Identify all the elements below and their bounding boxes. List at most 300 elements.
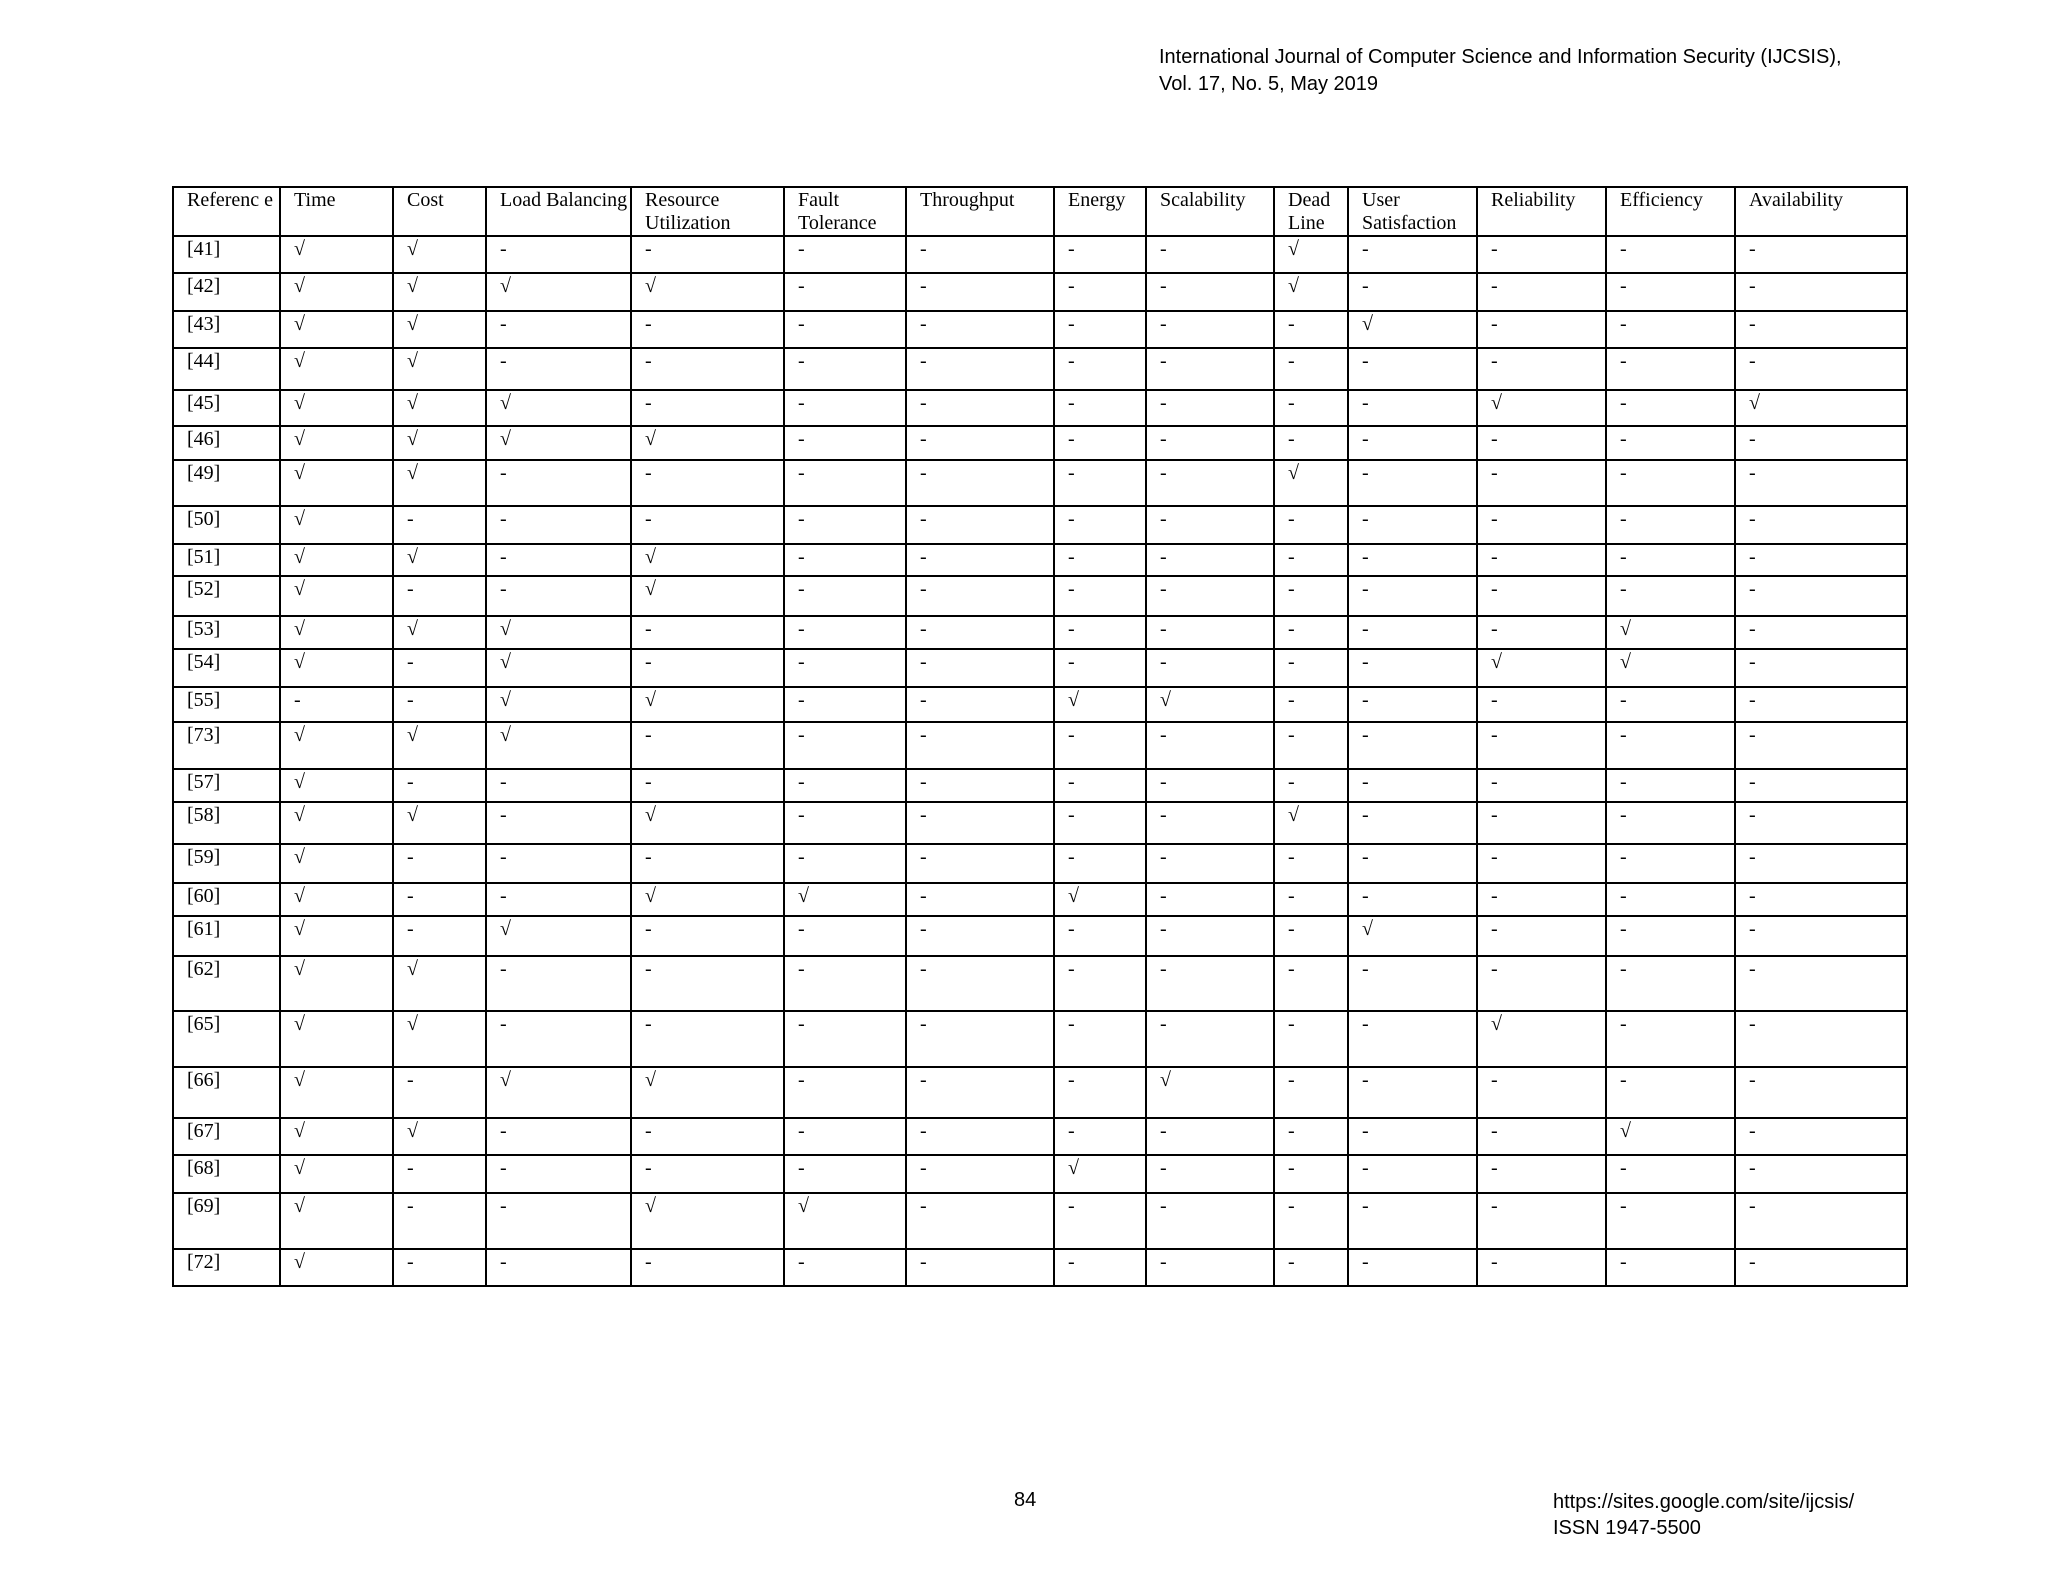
feature-cell: - — [1348, 236, 1477, 273]
feature-cell: - — [1606, 390, 1735, 426]
feature-cell: - — [1054, 1193, 1146, 1249]
feature-cell: - — [631, 1249, 784, 1286]
feature-cell: √ — [486, 649, 631, 687]
feature-cell: - — [1348, 576, 1477, 616]
feature-cell: √ — [280, 1011, 393, 1067]
feature-cell: - — [784, 390, 906, 426]
feature-cell: - — [1348, 956, 1477, 1011]
feature-cell: - — [1606, 687, 1735, 722]
comparison-table — [172, 186, 1908, 1287]
feature-cell: √ — [1274, 236, 1348, 273]
feature-cell: √ — [393, 802, 486, 844]
feature-cell: √ — [1477, 649, 1606, 687]
table-row — [173, 916, 1907, 956]
feature-cell: - — [1477, 956, 1606, 1011]
feature-cell: - — [906, 1011, 1054, 1067]
feature-cell: √ — [1274, 273, 1348, 311]
feature-cell: - — [631, 616, 784, 649]
feature-cell: √ — [393, 1011, 486, 1067]
feature-cell: - — [1348, 649, 1477, 687]
feature-cell: - — [1146, 649, 1274, 687]
feature-cell: √ — [486, 1067, 631, 1118]
feature-cell: - — [1274, 1011, 1348, 1067]
feature-cell: - — [1146, 236, 1274, 273]
feature-cell: - — [486, 544, 631, 576]
feature-cell: - — [1735, 802, 1907, 844]
feature-cell: - — [1146, 883, 1274, 916]
feature-cell: - — [1348, 1118, 1477, 1155]
feature-cell: - — [1735, 1155, 1907, 1193]
table-row — [173, 1249, 1907, 1286]
reference-cell: [66] — [173, 1067, 280, 1118]
feature-cell: - — [1146, 576, 1274, 616]
feature-cell: - — [906, 616, 1054, 649]
feature-cell: - — [631, 390, 784, 426]
feature-cell: - — [906, 649, 1054, 687]
feature-cell: - — [784, 506, 906, 544]
feature-cell: - — [631, 506, 784, 544]
feature-cell: √ — [1477, 390, 1606, 426]
feature-cell: - — [1477, 1067, 1606, 1118]
feature-cell: - — [1606, 956, 1735, 1011]
reference-cell: [41] — [173, 236, 280, 273]
reference-cell: [42] — [173, 273, 280, 311]
feature-cell: - — [906, 802, 1054, 844]
column-header: Availability — [1735, 187, 1907, 236]
column-header: Energy — [1054, 187, 1146, 236]
feature-cell: - — [1477, 506, 1606, 544]
feature-cell: - — [1146, 722, 1274, 769]
feature-cell: - — [486, 460, 631, 506]
feature-cell: √ — [486, 687, 631, 722]
feature-cell: - — [631, 916, 784, 956]
feature-cell: √ — [280, 883, 393, 916]
feature-cell: - — [1735, 844, 1907, 883]
feature-cell: √ — [1274, 460, 1348, 506]
feature-cell: √ — [631, 273, 784, 311]
feature-cell: - — [1477, 1249, 1606, 1286]
feature-cell: - — [1054, 390, 1146, 426]
feature-cell: - — [1274, 1118, 1348, 1155]
feature-cell: - — [1146, 1011, 1274, 1067]
feature-cell: - — [906, 956, 1054, 1011]
feature-cell: - — [1348, 616, 1477, 649]
feature-cell: - — [1606, 236, 1735, 273]
feature-cell: - — [906, 311, 1054, 348]
column-header: Efficiency — [1606, 187, 1735, 236]
feature-cell: - — [1054, 544, 1146, 576]
reference-cell: [46] — [173, 426, 280, 460]
reference-cell: [65] — [173, 1011, 280, 1067]
feature-cell: √ — [280, 1249, 393, 1286]
feature-cell: - — [486, 883, 631, 916]
feature-cell: - — [631, 769, 784, 802]
feature-cell: - — [1606, 426, 1735, 460]
feature-cell: - — [784, 1011, 906, 1067]
feature-cell: - — [906, 576, 1054, 616]
table-row — [173, 236, 1907, 273]
table-row — [173, 506, 1907, 544]
feature-cell: √ — [1274, 802, 1348, 844]
table-row — [173, 1011, 1907, 1067]
feature-cell: - — [906, 273, 1054, 311]
feature-cell: - — [393, 1155, 486, 1193]
feature-cell: - — [1606, 273, 1735, 311]
feature-cell: √ — [280, 311, 393, 348]
feature-cell: - — [1606, 883, 1735, 916]
feature-cell: - — [1348, 802, 1477, 844]
feature-cell: - — [1477, 311, 1606, 348]
page-number: 84 — [1014, 1489, 1037, 1511]
table-row — [173, 1118, 1907, 1155]
feature-cell: √ — [1348, 311, 1477, 348]
table-row — [173, 1067, 1907, 1118]
feature-cell: - — [784, 311, 906, 348]
table-row — [173, 883, 1907, 916]
footer-info — [1553, 1489, 1854, 1541]
feature-cell: - — [784, 769, 906, 802]
feature-cell: √ — [486, 616, 631, 649]
feature-cell: - — [393, 1193, 486, 1249]
feature-cell: - — [1146, 506, 1274, 544]
feature-cell: - — [1606, 1067, 1735, 1118]
feature-cell: - — [906, 426, 1054, 460]
feature-cell: - — [486, 802, 631, 844]
feature-cell: - — [486, 844, 631, 883]
feature-cell: - — [1477, 769, 1606, 802]
feature-cell: - — [393, 769, 486, 802]
reference-cell: [43] — [173, 311, 280, 348]
feature-cell: - — [784, 649, 906, 687]
feature-cell: - — [1054, 956, 1146, 1011]
feature-cell: - — [906, 687, 1054, 722]
feature-cell: - — [906, 916, 1054, 956]
feature-cell: - — [906, 390, 1054, 426]
feature-cell: - — [1606, 802, 1735, 844]
feature-cell: √ — [1477, 1011, 1606, 1067]
reference-cell: [50] — [173, 506, 280, 544]
reference-cell: [73] — [173, 722, 280, 769]
feature-cell: - — [1735, 236, 1907, 273]
feature-cell: - — [784, 576, 906, 616]
feature-cell: √ — [486, 273, 631, 311]
feature-cell: - — [1735, 722, 1907, 769]
table-row — [173, 426, 1907, 460]
feature-cell: - — [486, 311, 631, 348]
table-row — [173, 576, 1907, 616]
feature-cell: - — [486, 1155, 631, 1193]
feature-cell: - — [486, 576, 631, 616]
feature-cell: - — [1477, 1118, 1606, 1155]
feature-cell: - — [631, 956, 784, 1011]
feature-cell: - — [1274, 916, 1348, 956]
feature-cell: - — [1477, 426, 1606, 460]
feature-cell: √ — [1606, 649, 1735, 687]
feature-cell: - — [631, 722, 784, 769]
reference-cell: [68] — [173, 1155, 280, 1193]
feature-cell: - — [1274, 426, 1348, 460]
reference-cell: [67] — [173, 1118, 280, 1155]
feature-cell: - — [1054, 1011, 1146, 1067]
reference-cell: [60] — [173, 883, 280, 916]
feature-cell: - — [1477, 916, 1606, 956]
feature-cell: - — [784, 802, 906, 844]
feature-cell: √ — [280, 544, 393, 576]
table-row — [173, 1193, 1907, 1249]
feature-cell: √ — [1606, 616, 1735, 649]
feature-cell: - — [1735, 311, 1907, 348]
feature-cell: √ — [631, 883, 784, 916]
feature-cell: - — [486, 1011, 631, 1067]
feature-cell: - — [1735, 916, 1907, 956]
reference-cell: [45] — [173, 390, 280, 426]
feature-cell: - — [1735, 1067, 1907, 1118]
table-row — [173, 769, 1907, 802]
feature-cell: √ — [486, 390, 631, 426]
feature-cell: - — [1735, 544, 1907, 576]
reference-cell: [57] — [173, 769, 280, 802]
feature-cell: - — [1274, 616, 1348, 649]
feature-cell: - — [1146, 273, 1274, 311]
feature-cell: - — [906, 460, 1054, 506]
feature-cell: - — [1146, 348, 1274, 390]
feature-cell: - — [1735, 576, 1907, 616]
feature-cell: - — [631, 236, 784, 273]
feature-cell: - — [1606, 576, 1735, 616]
feature-cell: √ — [393, 722, 486, 769]
feature-cell: - — [1606, 1249, 1735, 1286]
feature-cell: - — [1735, 956, 1907, 1011]
feature-cell: - — [906, 506, 1054, 544]
feature-cell: - — [1274, 390, 1348, 426]
reference-cell: [51] — [173, 544, 280, 576]
feature-cell: - — [486, 1249, 631, 1286]
feature-cell: - — [1348, 883, 1477, 916]
feature-cell: - — [486, 1193, 631, 1249]
feature-cell: - — [1146, 1249, 1274, 1286]
feature-cell: - — [906, 769, 1054, 802]
feature-cell: - — [1274, 544, 1348, 576]
feature-cell: - — [393, 506, 486, 544]
feature-cell: √ — [280, 844, 393, 883]
table-row — [173, 844, 1907, 883]
feature-cell: √ — [1606, 1118, 1735, 1155]
feature-cell: - — [1054, 576, 1146, 616]
feature-cell: - — [1606, 348, 1735, 390]
feature-cell: - — [784, 348, 906, 390]
feature-cell: - — [1274, 1155, 1348, 1193]
feature-cell: - — [784, 1118, 906, 1155]
reference-cell: [53] — [173, 616, 280, 649]
feature-cell: - — [1054, 916, 1146, 956]
feature-cell: - — [1146, 1193, 1274, 1249]
column-header: Cost — [393, 187, 486, 236]
feature-cell: - — [1054, 1118, 1146, 1155]
feature-cell: - — [393, 649, 486, 687]
footer-issn: ISSN 1947-5500 — [1553, 1517, 1701, 1539]
table-row — [173, 544, 1907, 576]
feature-cell: - — [1054, 348, 1146, 390]
feature-cell: - — [784, 916, 906, 956]
reference-cell: [69] — [173, 1193, 280, 1249]
journal-header — [1159, 44, 1879, 98]
feature-cell: - — [1348, 844, 1477, 883]
feature-cell: √ — [280, 616, 393, 649]
feature-cell: √ — [280, 722, 393, 769]
feature-cell: - — [1274, 311, 1348, 348]
table-row — [173, 802, 1907, 844]
feature-cell: - — [486, 956, 631, 1011]
feature-cell: √ — [486, 722, 631, 769]
feature-cell: - — [1146, 616, 1274, 649]
feature-cell: - — [1146, 460, 1274, 506]
reference-cell: [58] — [173, 802, 280, 844]
feature-cell: - — [784, 616, 906, 649]
feature-cell: - — [784, 956, 906, 1011]
feature-cell: - — [1477, 844, 1606, 883]
feature-cell: - — [906, 544, 1054, 576]
feature-cell: - — [1606, 1193, 1735, 1249]
feature-cell: √ — [393, 273, 486, 311]
feature-cell: - — [1606, 769, 1735, 802]
feature-cell: - — [1606, 506, 1735, 544]
feature-cell: - — [1054, 616, 1146, 649]
feature-cell: - — [1348, 544, 1477, 576]
feature-cell: √ — [393, 236, 486, 273]
journal-title: International Journal of Computer Science and Information Security (IJCSIS), — [1159, 46, 1842, 68]
feature-cell: - — [631, 1155, 784, 1193]
column-header: Scalability — [1146, 187, 1274, 236]
feature-cell: - — [1348, 460, 1477, 506]
column-header: Time — [280, 187, 393, 236]
feature-cell: - — [1274, 348, 1348, 390]
feature-cell: - — [1477, 460, 1606, 506]
feature-cell: - — [486, 769, 631, 802]
table-row — [173, 649, 1907, 687]
column-header: Resource Utilization — [631, 187, 784, 236]
column-header: Throughput — [906, 187, 1054, 236]
feature-cell: - — [1477, 883, 1606, 916]
feature-cell: - — [906, 883, 1054, 916]
feature-cell: - — [784, 1155, 906, 1193]
feature-cell: - — [906, 348, 1054, 390]
feature-cell: - — [1477, 1193, 1606, 1249]
feature-cell: - — [393, 844, 486, 883]
feature-cell: - — [1054, 460, 1146, 506]
feature-cell: - — [1735, 769, 1907, 802]
reference-cell: [55] — [173, 687, 280, 722]
feature-cell: √ — [393, 426, 486, 460]
feature-cell: - — [1054, 1067, 1146, 1118]
feature-cell: - — [1054, 506, 1146, 544]
feature-cell: - — [486, 1118, 631, 1155]
feature-cell: √ — [393, 348, 486, 390]
feature-cell: - — [1146, 802, 1274, 844]
feature-cell: √ — [486, 426, 631, 460]
feature-cell: - — [1348, 1155, 1477, 1193]
feature-cell: - — [1274, 1193, 1348, 1249]
table-row — [173, 348, 1907, 390]
feature-cell: √ — [393, 616, 486, 649]
feature-cell: - — [1348, 722, 1477, 769]
feature-cell: - — [906, 1067, 1054, 1118]
feature-cell: - — [486, 506, 631, 544]
table-row — [173, 722, 1907, 769]
feature-cell: √ — [280, 390, 393, 426]
feature-cell: - — [280, 687, 393, 722]
feature-cell: - — [784, 1067, 906, 1118]
feature-cell: √ — [280, 916, 393, 956]
feature-cell: - — [1146, 1118, 1274, 1155]
feature-cell: - — [1606, 722, 1735, 769]
feature-cell: √ — [784, 1193, 906, 1249]
feature-cell: - — [1477, 802, 1606, 844]
feature-cell: √ — [280, 769, 393, 802]
feature-cell: - — [1054, 311, 1146, 348]
feature-cell: √ — [631, 1067, 784, 1118]
feature-cell: - — [1477, 576, 1606, 616]
feature-cell: √ — [1054, 1155, 1146, 1193]
reference-cell: [44] — [173, 348, 280, 390]
feature-cell: √ — [280, 273, 393, 311]
feature-cell: √ — [631, 1193, 784, 1249]
feature-cell: √ — [393, 544, 486, 576]
feature-cell: - — [906, 1118, 1054, 1155]
reference-cell: [59] — [173, 844, 280, 883]
feature-cell: - — [1274, 844, 1348, 883]
feature-cell: - — [1348, 1193, 1477, 1249]
feature-cell: - — [1054, 426, 1146, 460]
feature-cell: - — [1735, 616, 1907, 649]
feature-cell: - — [1477, 273, 1606, 311]
table-header-row — [173, 187, 1907, 236]
feature-cell: - — [1146, 1155, 1274, 1193]
feature-cell: - — [1054, 649, 1146, 687]
column-header: Referenc e — [173, 187, 280, 236]
feature-cell: - — [1348, 687, 1477, 722]
feature-cell: - — [631, 1011, 784, 1067]
feature-cell: - — [1348, 1011, 1477, 1067]
feature-cell: - — [393, 687, 486, 722]
feature-cell: - — [1477, 348, 1606, 390]
feature-cell: - — [1348, 506, 1477, 544]
feature-cell: - — [631, 460, 784, 506]
feature-cell: - — [393, 1067, 486, 1118]
feature-cell: √ — [393, 956, 486, 1011]
feature-cell: - — [1146, 956, 1274, 1011]
table-row — [173, 311, 1907, 348]
feature-cell: - — [1477, 1155, 1606, 1193]
feature-cell: - — [784, 687, 906, 722]
feature-cell: - — [906, 1155, 1054, 1193]
reference-cell: [62] — [173, 956, 280, 1011]
feature-cell: - — [906, 844, 1054, 883]
feature-cell: √ — [1735, 390, 1907, 426]
feature-cell: - — [1146, 426, 1274, 460]
feature-cell: - — [1735, 1249, 1907, 1286]
feature-cell: - — [1348, 769, 1477, 802]
feature-cell: - — [631, 649, 784, 687]
feature-cell: √ — [1054, 687, 1146, 722]
feature-cell: - — [1735, 506, 1907, 544]
feature-cell: - — [1274, 1249, 1348, 1286]
feature-cell: - — [1274, 883, 1348, 916]
feature-cell: √ — [280, 426, 393, 460]
feature-cell: √ — [280, 236, 393, 273]
reference-cell: [72] — [173, 1249, 280, 1286]
table-row — [173, 460, 1907, 506]
feature-cell: - — [631, 844, 784, 883]
